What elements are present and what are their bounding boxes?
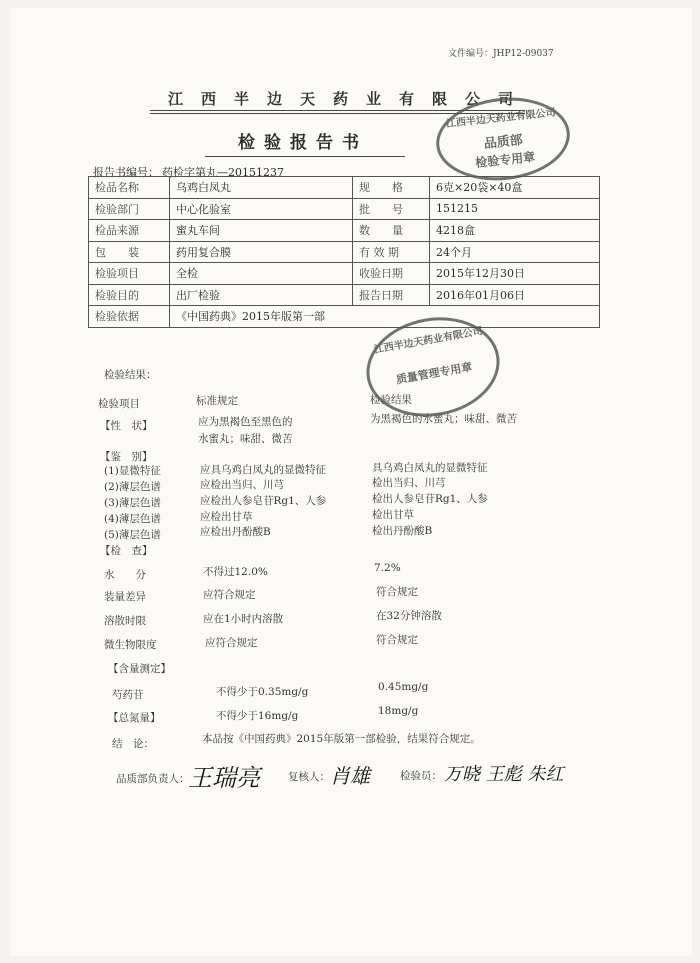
check-1-std: 不得过12.0% (203, 566, 268, 578)
company-name: 江西半边天药业有限公司 (168, 90, 532, 108)
product-name-value: 乌鸡白凤丸 (170, 177, 353, 199)
validity-value: 24个月 (430, 241, 600, 263)
batch-label: 批 号 (353, 198, 430, 220)
received-label: 收验日期 (353, 263, 430, 285)
col-res-header: 检验结果 (370, 394, 412, 406)
ident-4-std: 应检出甘草 (200, 511, 253, 523)
check-3-name: 溶散时限 (104, 615, 146, 627)
info-row (89, 198, 600, 220)
batch-value: 151215 (430, 198, 600, 220)
check-2-std: 应符合规定 (203, 589, 256, 601)
dept-value: 中心化验室 (170, 198, 353, 220)
purpose-value: 出厂检验 (170, 284, 353, 306)
source-value: 蜜丸车间 (170, 220, 353, 242)
check-3-result: 在32分钟溶散 (376, 610, 442, 622)
spec-label: 规 格 (353, 177, 430, 199)
dept-label: 检验部门 (89, 198, 170, 220)
nitrogen-std: 不得少于16mg/g (216, 710, 299, 722)
received-value: 2015年12月30日 (430, 263, 600, 285)
nitrogen-label: 【总氮量】 (108, 712, 161, 724)
ident-3-name: (3)薄层色谱 (104, 497, 161, 509)
ident-2-name: (2)薄层色谱 (104, 481, 161, 493)
stamp-line1: 品质部 (483, 132, 524, 152)
stamp-arc-text: 江西半边天药业有限公司 (445, 107, 557, 130)
validity-label: 有 效 期 (353, 241, 430, 263)
check-4-result: 符合规定 (376, 634, 418, 646)
assay-result: 0.45mg/g (378, 681, 429, 693)
basis-label: 检验依据 (89, 306, 170, 328)
check-4-std: 应符合规定 (205, 637, 258, 649)
ident-5-std: 应检出丹酚酸B (200, 526, 271, 538)
info-row (89, 306, 600, 328)
title-underline (205, 156, 405, 157)
ident-1-std: 应具乌鸡白凤丸的显微特征 (200, 464, 326, 476)
ident-2-std: 应检出当归、川芎 (200, 479, 284, 491)
check-1-result: 7.2% (374, 562, 401, 574)
character-label: 【性 状】 (100, 420, 153, 432)
check-3-std: 应在1小时内溶散 (203, 613, 284, 625)
check-2-result: 符合规定 (376, 586, 418, 598)
identification-label: 【鉴 别】 (100, 451, 153, 463)
ident-5-name: (5)薄层色谱 (104, 529, 161, 541)
ident-3-std: 应检出人参皂苷Rg1、人参 (200, 495, 327, 507)
reviewer-label: 复核人： (288, 771, 330, 783)
assay-std: 不得少于0.35mg/g (216, 686, 309, 698)
report-date-value: 2016年01月06日 (430, 284, 600, 306)
ident-1-name: (1)显微特征 (104, 465, 161, 477)
ident-1-result: 具乌鸡白凤丸的显微特征 (372, 462, 488, 474)
qa-head-label: 品质部负责人： (116, 773, 190, 785)
info-row (89, 241, 600, 263)
col-item-header: 检验项目 (98, 398, 140, 410)
ident-5-result: 检出丹酚酸B (372, 525, 433, 537)
qty-value: 4218盒 (430, 220, 600, 242)
assay-label: 【含量测定】 (108, 663, 171, 675)
check-label: 【检 查】 (100, 545, 153, 557)
info-row (89, 177, 600, 199)
results-heading: 检验结果： (104, 369, 157, 381)
character-std-line1: 应为黑褐色至黑色的 (198, 416, 293, 428)
stamp-line2: 检验专用章 (474, 149, 536, 170)
report-number-value: 药检字第丸—20151237 (162, 166, 284, 179)
ident-3-result: 检出人参皂苷Rg1、人参 (372, 493, 488, 505)
qty-label: 数 量 (353, 220, 430, 242)
purpose-label: 检验目的 (89, 284, 170, 306)
info-row (89, 220, 600, 242)
pack-label: 包 装 (89, 241, 170, 263)
inspector-label: 检验员： (400, 770, 442, 782)
report-date-label: 报告日期 (353, 284, 430, 306)
reviewer-signature: 肖雄 (330, 764, 370, 788)
stamp-arc-text: 江西半边天药业有限公司 (373, 325, 484, 356)
basis-value: 《中国药典》2015年版第一部 (170, 306, 600, 328)
report-number-label: 报告书编号： (93, 166, 159, 179)
item-label: 检验项目 (89, 263, 170, 285)
qa-head-signature: 王瑞亮 (188, 764, 260, 792)
info-row (89, 284, 600, 306)
character-result: 为黑褐色的水蜜丸；味甜、微苦 (370, 413, 517, 425)
nitrogen-result: 18mg/g (378, 705, 419, 717)
file-number: 文件编号：JHP12-09037 (448, 49, 554, 59)
item-value: 全检 (170, 263, 353, 285)
inspector-signatures: 万晓 王彪 朱红 (444, 764, 564, 785)
conclusion-text: 本品按《中国药典》2015年版第一部检验，结果符合规定。 (202, 733, 481, 745)
check-4-name: 微生物限度 (104, 639, 157, 651)
info-row (89, 263, 600, 285)
assay-name: 芍药苷 (112, 689, 144, 701)
pack-value: 药用复合膜 (170, 241, 353, 263)
source-label: 检品来源 (89, 220, 170, 242)
ident-4-result: 检出甘草 (372, 509, 414, 521)
character-std-line2: 水蜜丸；味甜、微苦 (198, 433, 293, 445)
ident-2-result: 检出当归、川芎 (372, 477, 446, 489)
info-table (88, 176, 600, 328)
check-1-name: 水 分 (104, 569, 146, 581)
spec-value: 6克×20袋×40盒 (430, 177, 600, 199)
conclusion-label: 结 论： (112, 738, 154, 750)
check-2-name: 装量差异 (104, 591, 146, 603)
document-title: 检验报告书 (238, 133, 368, 153)
product-name-label: 检品名称 (89, 177, 170, 199)
ident-4-name: (4)薄层色谱 (104, 513, 161, 525)
col-std-header: 标准规定 (196, 395, 238, 407)
stamp-line1: 质量管理专用章 (395, 360, 474, 387)
